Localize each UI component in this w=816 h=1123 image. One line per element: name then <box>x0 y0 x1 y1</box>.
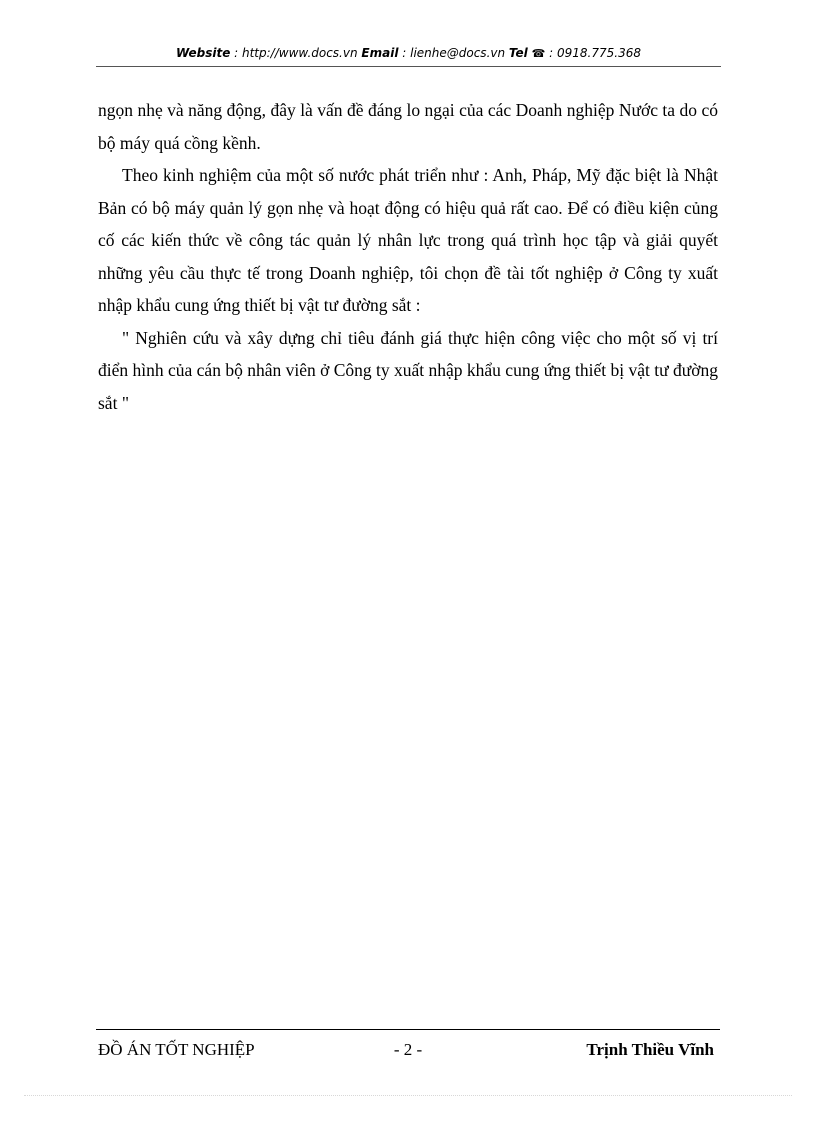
telephone-icon: ☎ <box>531 47 546 60</box>
page-header <box>96 46 721 67</box>
email-value: : lienhe@docs.vn <box>398 46 509 60</box>
website-value: : http://www.docs.vn <box>230 46 362 60</box>
tel-value: : 0918.775.368 <box>545 46 641 60</box>
tel-label: Tel <box>508 46 528 60</box>
paragraph-experience: Theo kinh nghiệm của một số nước phát triển như : Anh, Pháp, Mỹ đặc biệt là Nhật Bản có bộ máy quản lý gọn nhẹ và hoạt động có hiệu quả rất cao. Để có điều kiện củng cố các kiến thức về công tác quản lý nhân lực trong quá trình học tập và giải quyết những yêu cầu thực tế trong Doanh nghiệp, tôi chọn đề tài tốt nghiệp ở Công ty xuất nhập khẩu cung ứng thiết bị vật tư đường sắt : <box>98 165 718 315</box>
paragraph-continuation: ngọn nhẹ và năng động, đây là vấn đề đáng lo ngại của các Doanh nghiệp Nước ta do có bộ máy quá cồng kềnh. <box>98 100 718 153</box>
website-label: Website <box>176 46 231 60</box>
footer-author: Trịnh Thiều Vĩnh <box>586 1040 714 1059</box>
email-label: Email <box>361 46 399 60</box>
page-number: - 2 - <box>393 1040 423 1059</box>
paragraph-thesis-title: " Nghiên cứu và xây dựng chỉ tiêu đánh giá thực hiện công việc cho một số vị trí điển hình của cán bộ nhân viên ở Công ty xuất nhập khẩu cung ứng thiết bị vật tư đường sắt " <box>98 327 718 413</box>
footer-document-type: ĐỒ ÁN TỐT NGHIỆP <box>98 1040 255 1059</box>
page-bottom-border <box>24 1095 792 1096</box>
page-footer <box>98 1040 718 1064</box>
footer-divider <box>96 1029 720 1030</box>
document-body <box>98 94 718 419</box>
